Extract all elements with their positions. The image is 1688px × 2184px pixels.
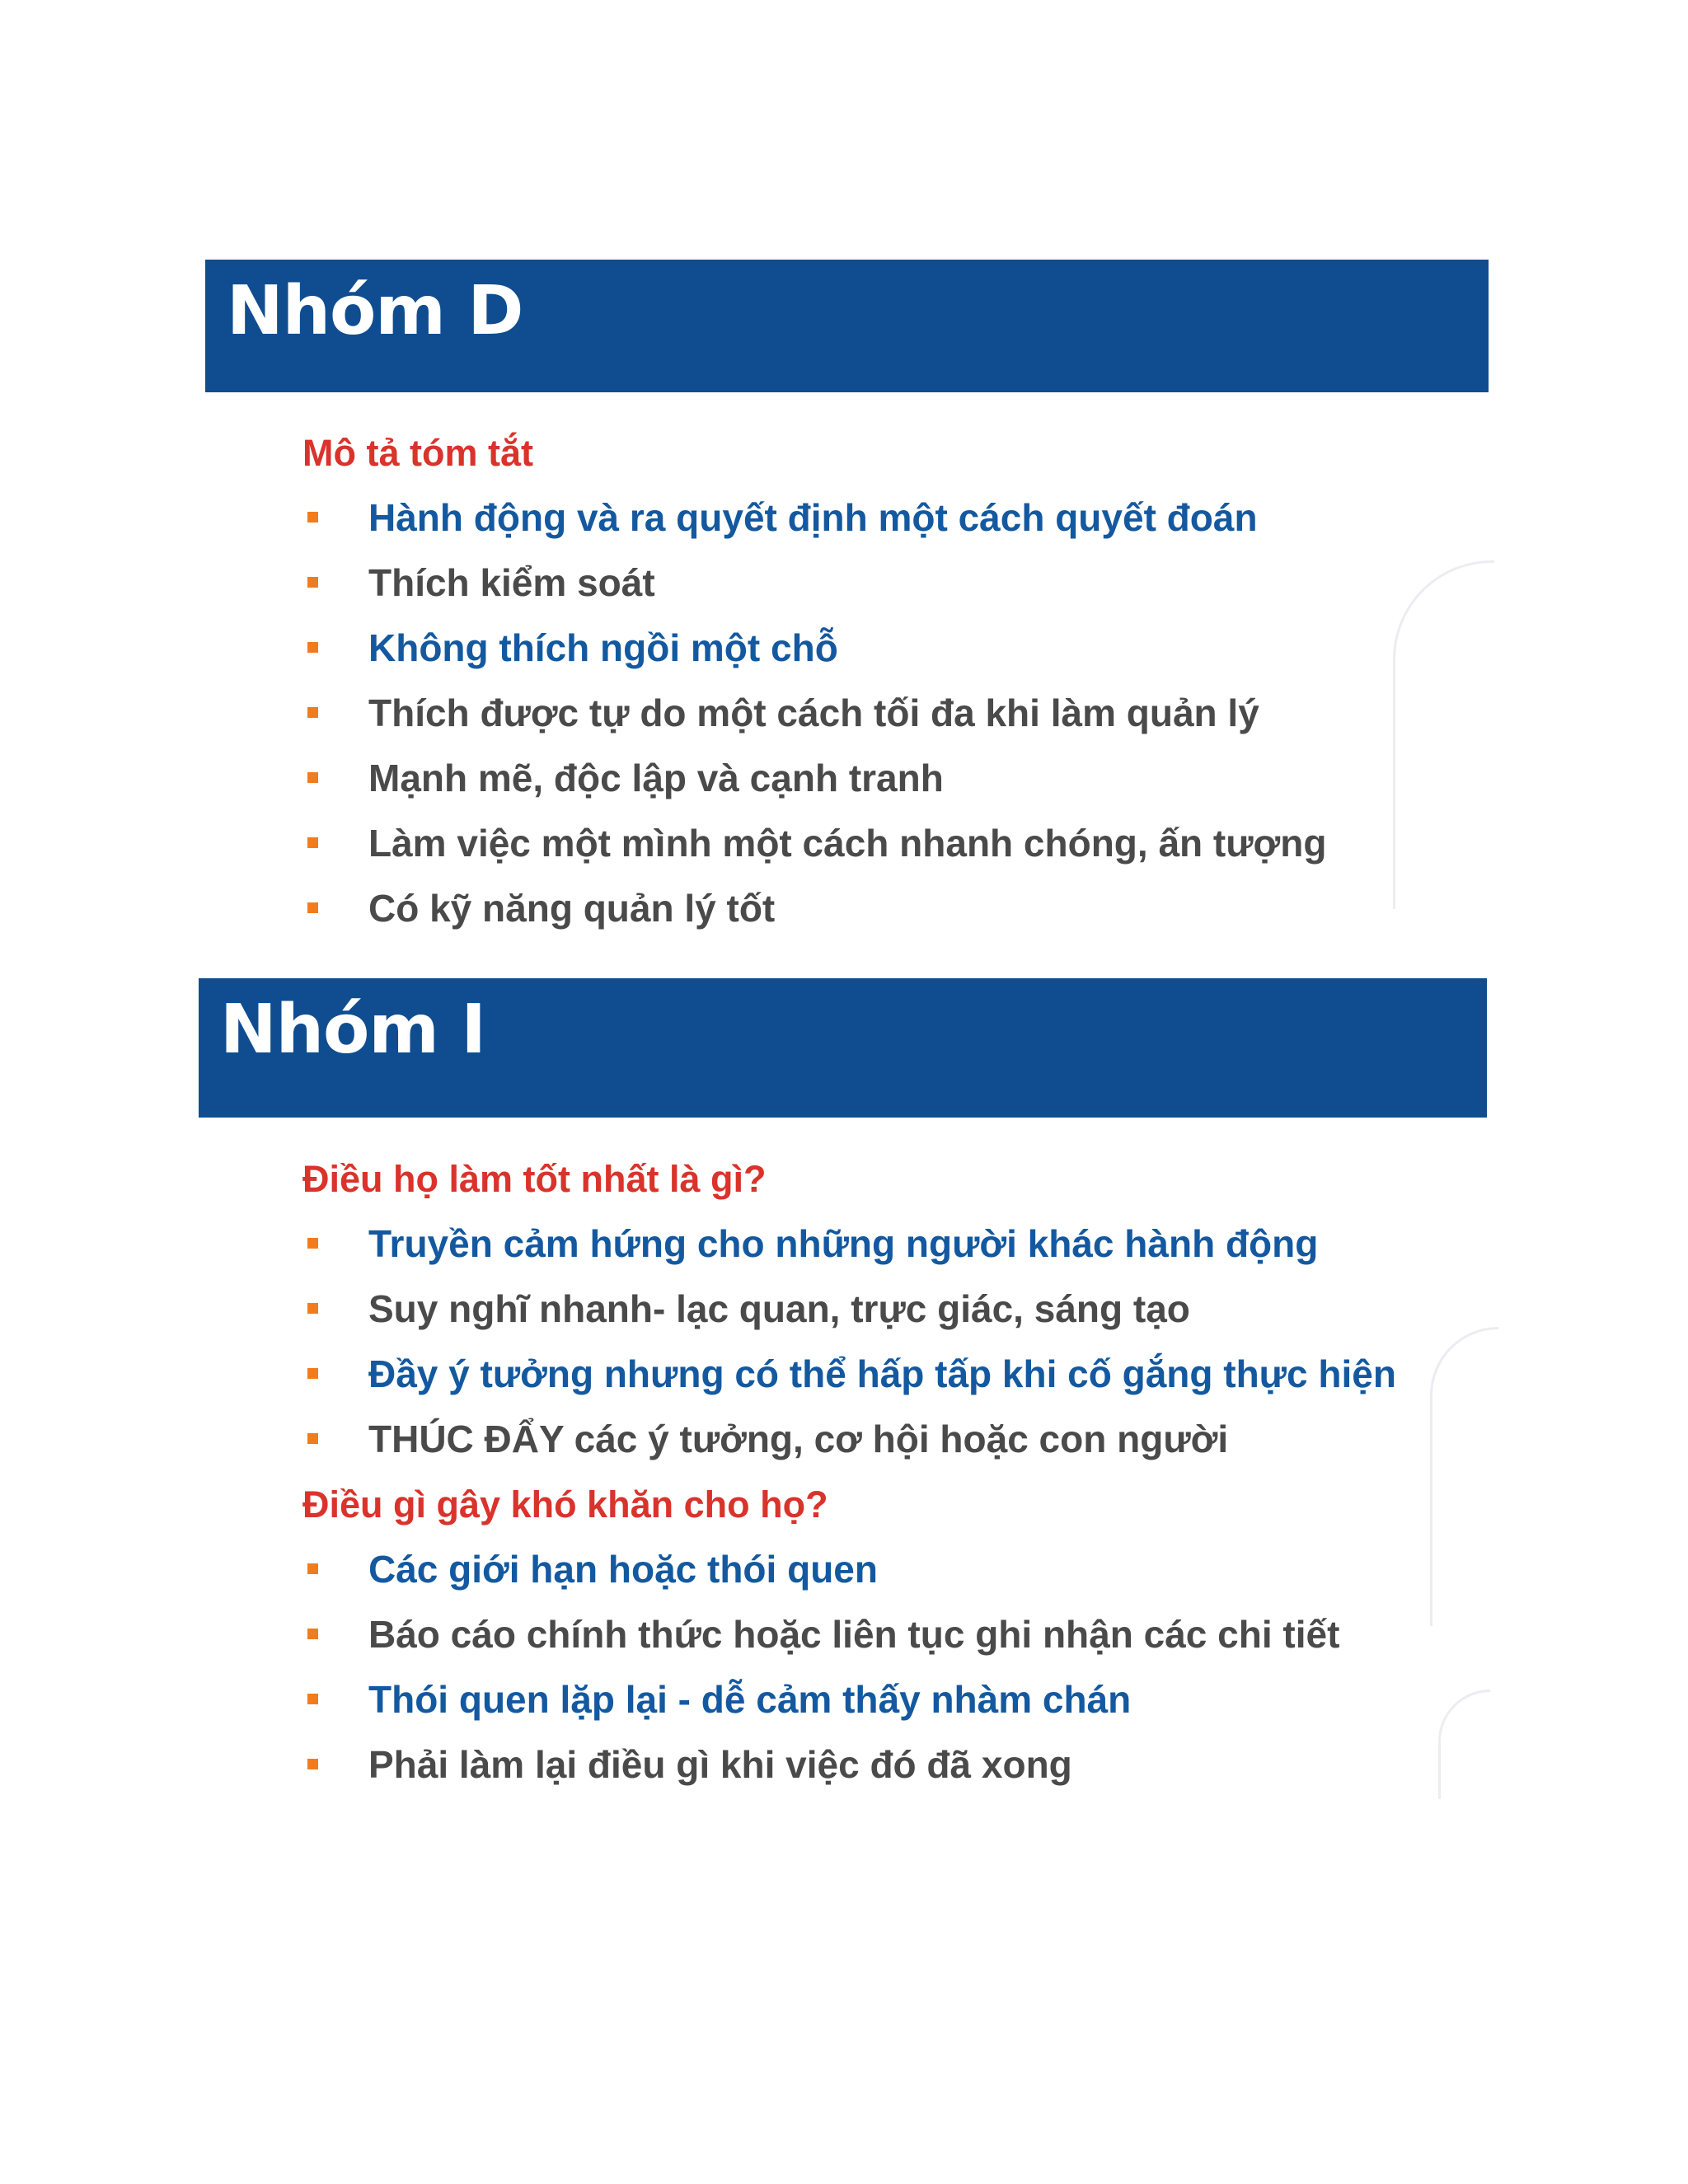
list-item xyxy=(302,746,1489,811)
list-item-text: Các giới hạn hoặc thói quen xyxy=(368,1548,878,1591)
list-item-text: Báo cáo chính thức hoặc liên tục ghi nhận các chi tiết xyxy=(368,1613,1340,1656)
list-item xyxy=(302,616,1489,681)
list-item-text: Thích kiểm soát xyxy=(368,561,655,604)
square-bullet-icon xyxy=(307,1563,318,1574)
list-item-text: Đầy ý tưởng nhưng có thể hấp tấp khi cố gắng thực hiện xyxy=(368,1352,1396,1395)
square-bullet-icon xyxy=(307,1368,318,1379)
list-item xyxy=(302,876,1489,941)
list-item xyxy=(302,485,1489,551)
square-bullet-icon xyxy=(307,707,318,718)
list-item-text: Có kỹ năng quản lý tốt xyxy=(368,887,776,930)
list-item xyxy=(302,1407,1489,1472)
square-bullet-icon xyxy=(307,837,318,848)
list-item xyxy=(302,1667,1489,1732)
list-item-text: Suy nghĩ nhanh- lạc quan, trực giác, sáng tạo xyxy=(368,1287,1190,1330)
square-bullet-icon xyxy=(307,577,318,588)
square-bullet-icon xyxy=(307,1694,318,1704)
square-bullet-icon xyxy=(307,772,318,783)
list-item-text: Truyền cảm hứng cho những người khác hành động xyxy=(368,1222,1319,1265)
list-item xyxy=(302,1277,1489,1342)
section-title: Nhóm I xyxy=(220,991,485,1069)
section-title: Nhóm D xyxy=(227,272,523,350)
square-bullet-icon xyxy=(307,1303,318,1314)
section-header-nhom-d xyxy=(205,260,1489,392)
square-bullet-icon xyxy=(307,1759,318,1769)
square-bullet-icon xyxy=(307,1238,318,1249)
square-bullet-icon xyxy=(307,512,318,523)
list-item xyxy=(302,811,1489,876)
square-bullet-icon xyxy=(307,1629,318,1639)
section-i-content xyxy=(302,1146,1489,1797)
list-item xyxy=(302,1212,1489,1277)
section-d-content xyxy=(302,420,1489,941)
bullet-list xyxy=(302,1212,1489,1472)
list-item-text: Thói quen lặp lại - dễ cảm thấy nhàm chán xyxy=(368,1678,1132,1721)
list-item-text: Làm việc một mình một cách nhanh chóng, ấn tượng xyxy=(368,822,1327,865)
list-item-text: Mạnh mẽ, độc lập và cạnh tranh xyxy=(368,757,944,799)
group-heading: Mô tả tóm tắt xyxy=(302,432,533,474)
list-item xyxy=(302,551,1489,616)
bullet-list xyxy=(302,485,1489,941)
list-item-text: THÚC ĐẨY các ý tưởng, cơ hội hoặc con người xyxy=(368,1418,1229,1460)
square-bullet-icon xyxy=(307,1433,318,1444)
list-item-text: Hành động và ra quyết định một cách quyết đoán xyxy=(368,496,1258,539)
list-item-text: Không thích ngồi một chỗ xyxy=(368,626,838,669)
list-item xyxy=(302,1342,1489,1407)
list-item-text: Thích được tự do một cách tối đa khi làm quản lý xyxy=(368,691,1259,734)
group-heading: Điều họ làm tốt nhất là gì? xyxy=(302,1158,767,1200)
list-item xyxy=(302,1732,1489,1797)
square-bullet-icon xyxy=(307,642,318,653)
section-header-nhom-i xyxy=(199,978,1487,1118)
list-item xyxy=(302,1537,1489,1602)
group-heading: Điều gì gây khó khăn cho họ? xyxy=(302,1483,828,1526)
bullet-list xyxy=(302,1537,1489,1797)
square-bullet-icon xyxy=(307,902,318,913)
list-item-text: Phải làm lại điều gì khi việc đó đã xong xyxy=(368,1743,1072,1786)
list-item xyxy=(302,681,1489,746)
list-item xyxy=(302,1602,1489,1667)
